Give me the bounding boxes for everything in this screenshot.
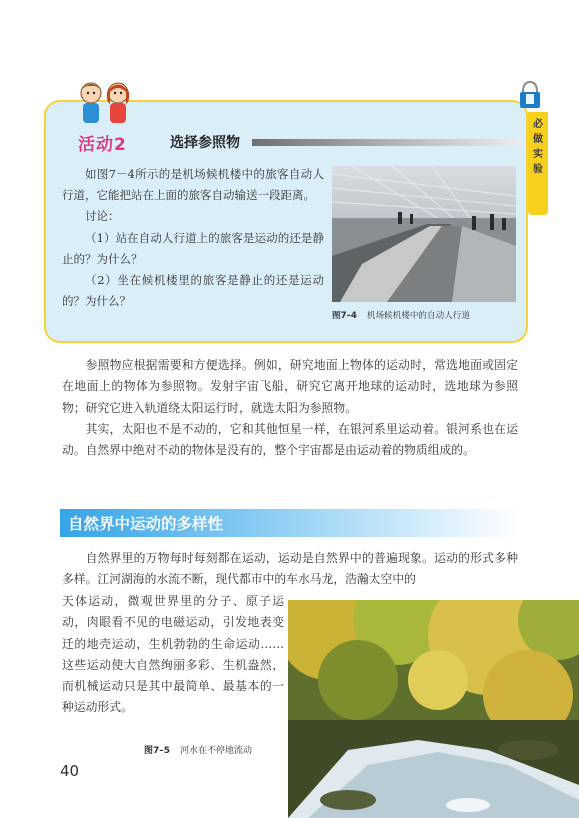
figure-7-4-caption-text: 机场候机楼中的自动人行道: [366, 311, 470, 321]
river-photo: [288, 600, 579, 818]
section-paragraph-narrow: [62, 591, 284, 719]
body-paragraph-2: [62, 419, 518, 462]
figure-7-4-number: 图7–4: [332, 311, 357, 321]
activity-paragraph: （1）站在自动人行道上的旅客是运动的还是静止的？为什么？: [62, 230, 324, 266]
section-paragraph: 自然界里的万物每时每刻都在运动，运动是自然界中的普遍现象。运动的形式多种多样。江河湖海的水流不断，现代都市中的车水马龙，浩瀚太空中的: [62, 551, 518, 587]
activity-text: [62, 164, 324, 312]
title-decoration-bar: [252, 139, 522, 146]
figure-7-5-caption: [144, 743, 252, 756]
airport-walkway-photo: [332, 166, 516, 302]
body-paragraph: 其实，太阳也不是不动的，它和其他恒星一样，在银河系里运动着。银河系也在运动。自然界中绝对不动的物体是没有的，整个宇宙都是由运动着的物质组成的。: [62, 422, 518, 458]
side-tab-label: 必做实验: [533, 119, 543, 175]
binder-clip-icon: [517, 80, 543, 110]
page-number: 40: [60, 762, 80, 780]
figure-7-5-number: 图7–5: [144, 746, 171, 756]
section-paragraph: 天体运动，微观世界里的分子、原子运动，肉眼看不见的电磁运动，引发地表变迁的地壳运动，生机勃勃的生命运动……这些运动使大自然绚丽多彩、生机盎然，而机械运动只是其中最简单、最基本的一种运动形式。: [62, 594, 284, 715]
activity-subtitle: 选择参照物: [170, 135, 240, 151]
body-paragraph: 参照物应根据需要和方便选择。例如，研究地面上物体的运动时，常选地面或固定在地面上的物体为参照物。发射宇宙飞船，研究它离开地球的运动时，选地球为参照物；研究它进入轨道绕太阳运行时，就选太阳为参照物。: [62, 358, 518, 415]
activity-paragraph: 如图7－4所示的是机场候机楼中的旅客自动人行道，它能把站在上面的旅客自动输送一段距离。: [62, 167, 324, 203]
section-title: 自然界中运动的多样性: [68, 515, 224, 533]
activity-paragraph: （2）坐在候机楼里的旅客是静止的还是运动的？为什么？: [62, 273, 324, 309]
figure-7-4-caption: [332, 309, 528, 321]
section-paragraph-wide: [62, 548, 518, 591]
body-paragraph-1: [62, 355, 518, 419]
figure-7-5-caption-text: 河水在不停地流动: [180, 746, 253, 756]
activity-title: 活动2: [78, 135, 127, 155]
activity-paragraph: 讨论：: [85, 209, 120, 224]
children-illustration: [74, 80, 136, 126]
